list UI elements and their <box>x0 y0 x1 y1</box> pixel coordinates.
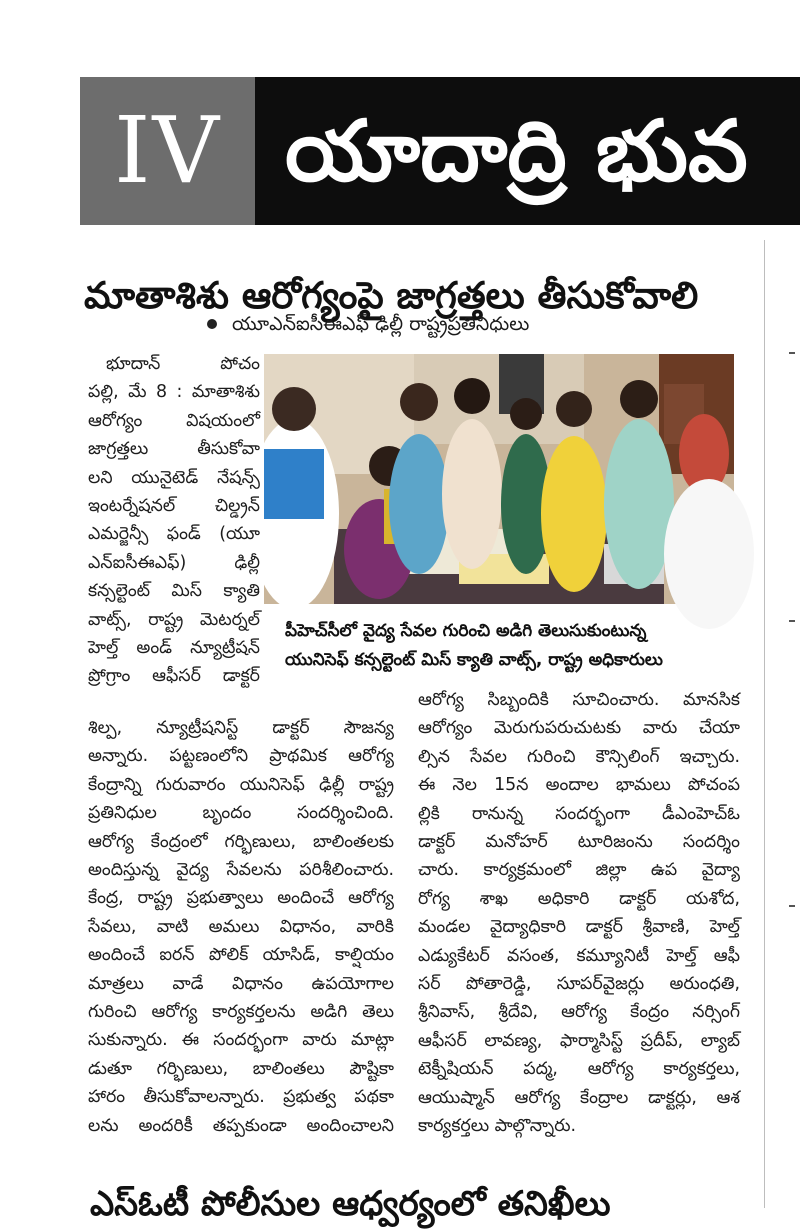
article-text-line: సుకున్నారు. ఈ సందర్భంగా వారు మాట్లా <box>88 1030 394 1051</box>
article-text-line: ప్రోగ్రాం ఆఫీసర్ డాక్టర్ <box>88 666 260 687</box>
article-text-line: ప్రతినిధుల బృందం సందర్శించింది. <box>88 803 394 824</box>
article-text-line: శ్రీనివాస్, శ్రీదేవి, ఆరోగ్య కేంద్రం నర్సింగ్ <box>418 1002 740 1023</box>
next-headline-cut <box>90 1184 760 1224</box>
article-text-line: ఆయుష్మాన్ ఆరోగ్య కేంద్రాల డాక్టర్లు, ఆశ <box>418 1087 740 1108</box>
article-text-line: చారు. కార్యక్రమంలో జిల్లా ఉప వైద్యా <box>418 860 740 881</box>
article-subheadline: యూఎన్ఐసీఈఎఫ్ ఢిల్లీ రాష్ట్రప్రతినిధులు <box>232 313 530 335</box>
article-text-line: రోగ్య శాఖ అధికారి డాక్టర్ యశోద, <box>418 888 740 909</box>
article-text-line: ఎమర్జెన్సీ ఫండ్ (యూ <box>88 524 260 545</box>
article-text-line: ఇంటర్నేషనల్ చిల్డ్రన్ <box>88 496 260 517</box>
article-text-line: లను అందరికీ తప్పకుండా అందించాలని <box>88 1115 394 1136</box>
article-text-line: ఆరోగ్య సిబ్బందికి సూచించారు. మానసిక <box>418 690 740 710</box>
article-text-line: మాత్రలు వాడే విధానం ఉపయోగాల <box>88 973 394 994</box>
next-headline-text: ఎస్ఓటీ పోలీసుల ఆధ్వర్యంలో తనిఖీలు <box>90 1184 611 1224</box>
article-text-line: కేంద్రాన్ని గురువారం యునిసెఫ్ ఢిల్లీ రాష్ట్ర <box>88 774 394 795</box>
article-text-line: టెక్నీషియన్ పద్మ, ఆరోగ్య కార్యకర్తలు, <box>418 1059 740 1080</box>
article-column-1-wide <box>88 714 394 1140</box>
article-text-line: భూదాన్ పోచం <box>106 354 260 374</box>
article-text-line: వాట్స్, రాష్ట్ర మెటర్నల్ <box>88 609 260 630</box>
article-text-line: కన్సల్టెంట్ మిస్ క్యాతి <box>88 581 260 602</box>
article-text-line: హారం తీసుకోవాలన్నారు. ప్రభుత్వ పథకా <box>88 1087 394 1108</box>
article-text-line: ఈ నెల 15న అందాల భామలు పోచంప <box>418 775 740 796</box>
article-headline: మాతాశిశు ఆరోగ్యంపై జాగ్రత్తలు తీసుకోవాలి <box>84 273 699 317</box>
article-text-line: శిల్ప, న్యూట్రీషనిస్ట్ డాక్టర్ సౌజన్య <box>88 718 394 738</box>
margin-mark <box>789 352 795 354</box>
article-text-line: ఆరోగ్య కేంద్రంలో గర్భిణులు, బాలింతలకు <box>88 831 394 852</box>
section-title: యాదాద్రి భువ <box>285 102 748 200</box>
article-text-line: డుతూ గర్భిణులు, బాలింతలు పౌష్టికా <box>88 1058 394 1079</box>
article-text-line: లని యునైటెడ్ నేషన్స్ <box>88 467 260 488</box>
article-column-2 <box>418 686 740 1141</box>
article-text-line: ఎన్ఐసీఈఎఫ్) ఢిల్లీ <box>88 552 260 573</box>
photo-caption-line: పీహెచ్‌సీలో వైద్య సేవల గురించి అడిగి తెలుసుకుంటున్న <box>285 621 647 641</box>
article-text-line: ఆఫీసర్ లావణ్య, ఫార్మాసిస్ట్ ప్రదీప్, ల్యాబ్ <box>418 1030 740 1051</box>
page-number: IV <box>114 97 221 204</box>
news-photo-image <box>264 354 734 604</box>
article-text-line: అందించే ఐరన్ పోలిక్ యాసిడ్, కాల్షియం <box>88 945 394 966</box>
news-photo <box>264 354 734 604</box>
article-text-line: మండల వైద్యాధికారి డాక్టర్ శ్రీవాణి, హెల్త్ <box>418 917 740 938</box>
bullet-icon <box>207 319 217 329</box>
article-text-line: ఆరోగ్యం మెరుగుపరుచుటకు వారు చేయా <box>418 718 740 739</box>
article-text-line: సర్ పోతారెడ్డి, సూపర్‌వైజర్లు అరుంధతి, <box>418 974 740 995</box>
article-text-line: పల్లి, మే 8 : మాతాశిశు <box>88 382 260 403</box>
margin-mark <box>789 620 795 622</box>
article-text-line: కార్యకర్తలు పాల్గొన్నారు. <box>418 1116 577 1137</box>
article-text-line: ఆరోగ్యం విషయంలో <box>88 410 260 431</box>
masthead-title-bar <box>255 77 800 225</box>
article-text-line: హెల్త్ అండ్ న్యూట్రీషన్ <box>88 638 260 659</box>
article-text-line: అందిస్తున్న వైద్య సేవలను పరిశీలించారు. <box>88 860 394 881</box>
article-text-line: ల్సిన సేవల గురించి కౌన్సిలింగ్ ఇచ్చారు. <box>418 746 740 767</box>
photo-caption-line: యునిసెఫ్ కన్సల్టెంట్ మిస్ క్యాతి వాట్స్, రాష్ట్ర అధికారులు <box>285 650 663 670</box>
article-text-line: గురించి ఆరోగ్య కార్యకర్తలను అడిగి తెలు <box>88 1002 394 1023</box>
article-column-1-narrow <box>88 350 260 691</box>
article-text-line: ల్లికి రానున్న సందర్భంగా డీఎంహెచ్ఓ <box>418 803 740 824</box>
article-text-line: జాగ్రత్తలు తీసుకోవా <box>88 439 260 460</box>
article-text-line: సేవలు, వాటి అమలు విధానం, వారికి <box>88 916 394 937</box>
article-text-line: అన్నారు. పట్టణంలోని ప్రాథమిక ఆరోగ్య <box>88 746 394 767</box>
article-text-line: ఎడ్యుకేటర్ వసంత, కమ్యూనిటీ హెల్త్ ఆఫీ <box>418 945 740 966</box>
article-text-line: కేంద్ర, రాష్ట్ర ప్రభుత్వాలు అందించే ఆరోగ్య <box>88 888 394 909</box>
column-rule <box>764 240 765 1208</box>
article-text-line: డాక్టర్ మనోహర్ టూరిజంను సందర్శిం <box>418 832 740 853</box>
margin-mark <box>789 905 795 907</box>
